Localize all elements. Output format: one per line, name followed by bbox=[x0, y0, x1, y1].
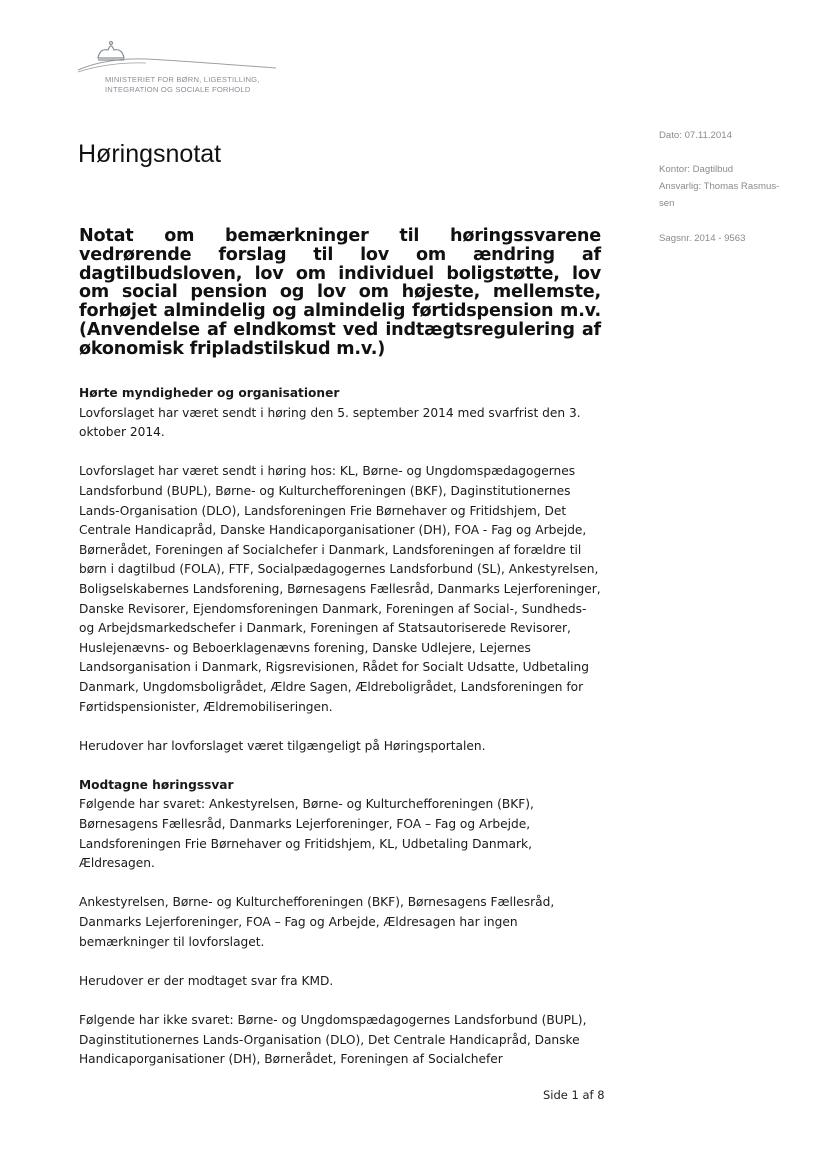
page-title: Høringsnotat bbox=[78, 140, 222, 168]
paragraph: Lovforslaget har været sendt i høring den 5. september 2014 med svarfrist den 3. oktober 2014. bbox=[79, 405, 581, 440]
responsible-line1: Ansvarlig: Thomas Rasmus- bbox=[659, 181, 780, 192]
ministry-name-line1: MINISTERIET FOR BØRN, LIGESTILLING, bbox=[105, 75, 260, 84]
office: Kontor: Dagtilbud bbox=[659, 164, 734, 175]
document-body bbox=[79, 384, 604, 1070]
crown-icon bbox=[76, 40, 276, 76]
paragraph: Herudover har lovforslaget været tilgængeligt på Høringsportalen. bbox=[79, 738, 486, 753]
paragraph: Lovforslaget har været sendt i høring hos: KL, Børne- og Ungdomspædagogernes Landsforbund (BUPL), Børne- og Kulturchefforeningen (BKF), Daginstitutionernes Lands-Organisation (DLO), Landsforeningen Frie Børnehaver og Fritidshjem, Det Centrale Handicapråd, Danske Handicaporganisationer (DH), FOA - Fag og Arbejde, Børnerådet, Foreningen af Socialchefer i Danmark, Landsforeningen af forældre til børn i dagtilbud (FOLA), FTF, Socialpædagogernes Landsforbund (SL), Ankestyrelsen, Boligselskabernes Landsforening, Børnesagens Fællesråd, Danmarks Lejerforeninger, Danske Revisorer, Ejendomsforeningen Danmark, Foreningen af Social-, Sundheds- og Arbejdsmarkedschefer i Danmark, Foreningen af Statsautoriserede Revisorer, Huslejenævns- og Beboerklagenævns forening, Danske Udlejere, Lejernes Landsorganisation i Danmark, Rigsrevisionen, Rådet for Socialt Udsatte, Udbetaling Danmark, Ungdomsboligrådet, Ældre Sagen, Ældreboligrådet, Landsforeningen for Førtidspensionister, Ældremobiliseringen. bbox=[79, 464, 601, 714]
page-number: Side 1 af 8 bbox=[543, 1088, 605, 1102]
case-number: Sagsnr. 2014 - 9563 bbox=[659, 233, 746, 244]
document-subject: Notat om bemærkninger til høringssvarene vedrørende forslag til lov om ændring af dagtilbudsloven, lov om individuel boligstøtte, lov om social pension og lov om højeste, mellemste, forhøjet almindelig og almindelig førtidspension m.v. (Anvendelse af eIndkomst ved indtægtsregulering af økonomisk fripladstilskud m.v.) bbox=[79, 226, 601, 359]
ministry-name bbox=[105, 75, 260, 95]
section-heading-consulted: Hørte myndigheder og organisationer bbox=[79, 386, 340, 400]
section-heading-responses: Modtagne høringssvar bbox=[79, 777, 234, 792]
paragraph: Følgende har ikke svaret: Børne- og Ungdomspædagogernes Landsforbund (BUPL), Daginstitutionernes Lands-Organisation (DLO), Det Centrale Handicapråd, Danske Handicaporganisationer (DH), Børnerådet, Foreningen af Socialchefer bbox=[79, 1013, 587, 1067]
ministry-name-line2: INTEGRATION OG SOCIALE FORHOLD bbox=[105, 85, 251, 94]
document-metadata bbox=[659, 127, 809, 247]
paragraph: Følgende har svaret: Ankestyrelsen, Børne- og Kulturchefforeningen (BKF), Børnesagens Fællesråd, Danmarks Lejerforeninger, FOA – Fag og Arbejde, Landsforeningen Frie Børnehaver og Fritidshjem, KL, Udbetaling Danmark, Ældresagen. bbox=[79, 797, 534, 871]
paragraph: Herudover er der modtaget svar fra KMD. bbox=[79, 973, 334, 988]
date: Dato: 07.11.2014 bbox=[659, 130, 732, 141]
paragraph: Ankestyrelsen, Børne- og Kulturchefforeningen (BKF), Børnesagens Fællesråd, Danmarks Lejerforeninger, FOA – Fag og Arbejde, Ældresagen har ingen bemærkninger til lovforslaget. bbox=[79, 895, 555, 949]
responsible-line2: sen bbox=[659, 198, 675, 209]
ministry-logo bbox=[76, 40, 306, 100]
